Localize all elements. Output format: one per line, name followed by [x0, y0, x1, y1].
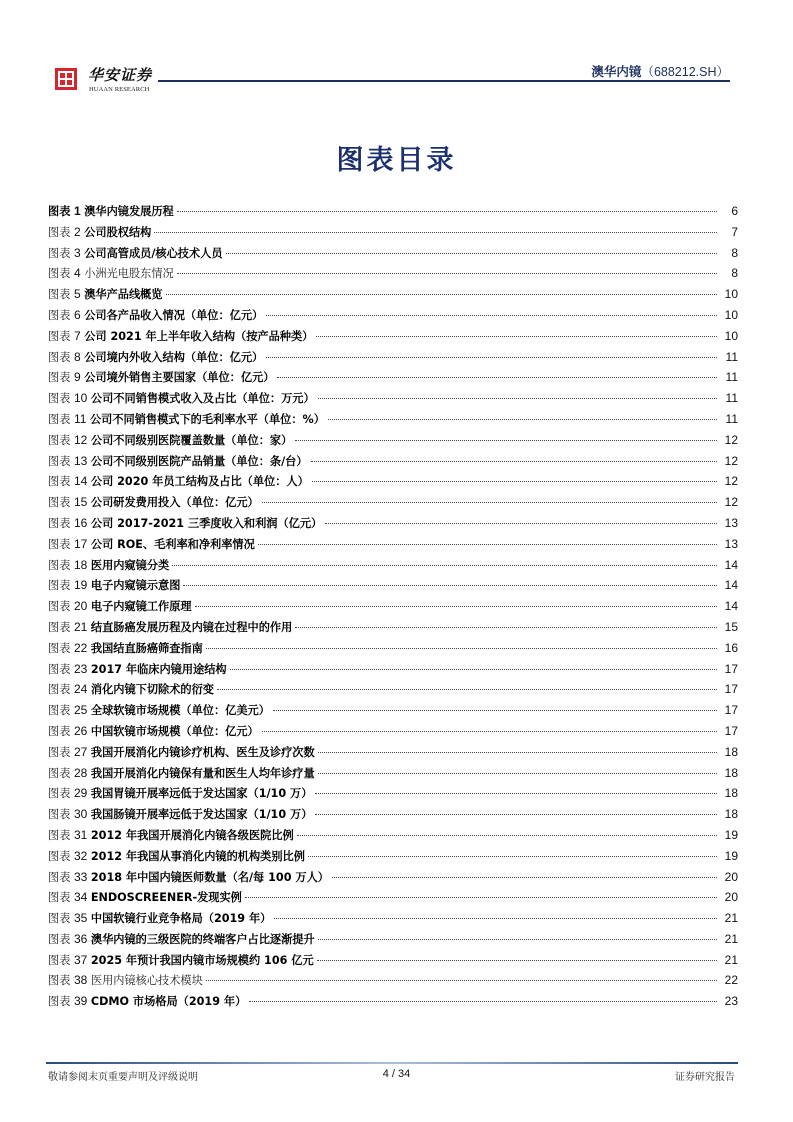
toc-leader-dots — [226, 253, 717, 254]
toc-entry[interactable] — [48, 617, 738, 638]
toc-page-number[interactable]: 13 — [724, 536, 738, 551]
toc-figure-title: 公司研发费用投入（单位：亿元） — [90, 496, 259, 510]
toc-figure-title: 澳华产品线概览 — [84, 288, 163, 302]
toc-figure-number: 27 — [73, 744, 88, 759]
toc-figure-number: 12 — [73, 432, 88, 447]
toc-leader-dots — [273, 710, 717, 711]
toc-page-number[interactable]: 21 — [724, 952, 738, 967]
toc-entry[interactable] — [48, 929, 738, 950]
toc-leader-dots — [318, 398, 717, 399]
toc-prefix: 图表 — [48, 288, 71, 302]
toc-page-number[interactable]: 14 — [724, 599, 738, 614]
toc-entry[interactable] — [48, 700, 738, 721]
toc-figure-title: 澳华内镜的三级医院的终端客户占比逐渐提升 — [90, 932, 315, 946]
toc-figure-number: 23 — [73, 661, 88, 676]
toc-page-number[interactable]: 10 — [724, 287, 738, 302]
company-name: 澳华内镜 — [591, 64, 642, 79]
toc-entry[interactable] — [48, 222, 738, 243]
toc-leader-dots — [183, 585, 717, 586]
toc-page-number[interactable]: 12 — [724, 432, 738, 447]
toc-page-number[interactable]: 13 — [724, 515, 738, 530]
toc-entry-label[interactable] — [48, 617, 292, 639]
toc-entry[interactable] — [48, 451, 738, 472]
figure-table-of-contents — [48, 201, 738, 1012]
toc-entry[interactable] — [48, 534, 738, 555]
toc-leader-dots — [166, 294, 717, 295]
toc-prefix: 图表 — [48, 662, 71, 676]
toc-figure-title: ENDOSCREENER-发现实例 — [90, 891, 242, 905]
toc-figure-title: 公司境内外收入结构（单位：亿元） — [84, 350, 264, 364]
toc-prefix: 图表 — [48, 849, 71, 863]
toc-figure-title: 公司不同级别医院覆盖数量（单位：家） — [90, 433, 293, 447]
toc-leader-dots — [277, 377, 717, 378]
toc-page-number[interactable]: 16 — [724, 640, 738, 655]
header-divider — [158, 80, 730, 82]
toc-entry-label[interactable] — [48, 908, 271, 930]
toc-prefix: 图表 — [48, 516, 71, 530]
toc-leader-dots — [258, 544, 717, 545]
toc-figure-number: 39 — [73, 994, 88, 1009]
toc-leader-dots — [206, 980, 717, 981]
toc-prefix: 图表 — [48, 350, 71, 364]
toc-figure-title: 2018 年中国内镜医师数量（名/每 100 万人） — [90, 870, 329, 884]
toc-page-number[interactable]: 18 — [724, 744, 738, 759]
toc-figure-number: 1 — [73, 204, 81, 218]
toc-prefix: 图表 — [48, 579, 71, 593]
stock-code: （688212.SH） — [641, 65, 729, 79]
toc-page-number[interactable]: 18 — [724, 807, 738, 822]
toc-figure-number: 2 — [73, 224, 81, 239]
toc-leader-dots — [266, 357, 717, 358]
toc-leader-dots — [315, 793, 717, 794]
toc-page-number[interactable]: 18 — [724, 765, 738, 780]
toc-prefix: 图表 — [48, 766, 71, 780]
toc-entry[interactable] — [48, 887, 738, 908]
toc-figure-number: 17 — [73, 536, 88, 551]
toc-prefix: 图表 — [48, 641, 71, 655]
toc-page-number[interactable]: 21 — [724, 931, 738, 946]
toc-entry-label[interactable] — [48, 804, 312, 826]
toc-prefix: 图表 — [48, 392, 71, 406]
toc-entry[interactable] — [48, 263, 738, 284]
toc-prefix: 图表 — [48, 204, 71, 218]
toc-figure-number: 29 — [73, 786, 88, 801]
toc-leader-dots — [328, 419, 717, 420]
toc-entry-label[interactable] — [48, 638, 203, 660]
toc-entry[interactable] — [48, 742, 738, 763]
toc-entry-label[interactable] — [48, 887, 242, 909]
toc-figure-number: 8 — [73, 349, 81, 364]
toc-entry-label[interactable] — [48, 222, 151, 244]
toc-figure-title: 中国软镜行业竞争格局（2019 年） — [90, 912, 272, 926]
toc-page-number[interactable]: 6 — [731, 204, 738, 218]
toc-figure-number: 18 — [73, 557, 88, 572]
toc-entry-label[interactable] — [48, 679, 214, 701]
toc-leader-dots — [249, 1001, 717, 1002]
toc-page-number[interactable]: 7 — [731, 224, 738, 239]
toc-prefix: 图表 — [48, 371, 71, 385]
toc-leader-dots — [311, 461, 717, 462]
toc-figure-number: 36 — [73, 931, 88, 946]
toc-leader-dots — [154, 232, 717, 233]
toc-prefix: 图表 — [48, 267, 71, 281]
toc-figure-number: 33 — [73, 869, 88, 884]
toc-entry[interactable] — [48, 721, 738, 742]
toc-figure-title: 我国肠镜开展率远低于发达国家（1/10 万） — [90, 808, 313, 822]
toc-page-number[interactable]: 12 — [724, 474, 738, 489]
toc-figure-title: 公司 ROE、毛利率和净利率情况 — [90, 537, 255, 551]
toc-entry[interactable] — [48, 825, 738, 846]
toc-page-number[interactable]: 8 — [731, 245, 738, 260]
toc-page-number[interactable]: 17 — [724, 682, 738, 697]
toc-figure-number: 11 — [73, 411, 87, 426]
toc-entry-label[interactable] — [48, 243, 223, 265]
toc-page-number[interactable]: 11 — [725, 349, 738, 364]
toc-entry[interactable] — [48, 950, 738, 971]
toc-figure-number: 24 — [73, 682, 88, 697]
toc-entry[interactable] — [48, 326, 738, 347]
toc-entry-label[interactable] — [48, 596, 192, 618]
toc-leader-dots — [318, 939, 717, 940]
toc-figure-number: 4 — [73, 266, 81, 281]
toc-entry[interactable] — [48, 908, 738, 929]
toc-entry[interactable] — [48, 471, 738, 492]
toc-prefix: 图表 — [48, 995, 71, 1009]
toc-prefix: 图表 — [48, 329, 71, 343]
toc-entry[interactable] — [48, 555, 738, 576]
toc-figure-number: 14 — [73, 474, 88, 489]
toc-prefix: 图表 — [48, 412, 71, 426]
toc-entry-label[interactable] — [48, 700, 270, 722]
toc-prefix: 图表 — [48, 870, 71, 884]
toc-entry-label[interactable] — [48, 721, 259, 743]
toc-entry[interactable] — [48, 513, 738, 534]
toc-prefix: 图表 — [48, 683, 71, 697]
toc-entry-label[interactable] — [48, 534, 255, 556]
toc-entry-label[interactable] — [48, 513, 322, 535]
toc-figure-title: 公司不同销售模式下的毛利率水平（单位：%） — [89, 412, 325, 426]
toc-figure-title: 2012 年我国开展消化内镜各级医院比例 — [90, 828, 294, 842]
toc-entry[interactable] — [48, 388, 738, 409]
toc-leader-dots — [274, 918, 717, 919]
toc-entry-label[interactable] — [48, 284, 163, 306]
toc-entry-label[interactable] — [48, 929, 315, 951]
page-header — [0, 0, 793, 100]
toc-figure-number: 32 — [73, 848, 88, 863]
toc-prefix: 图表 — [48, 828, 71, 842]
toc-entry-label[interactable] — [48, 201, 174, 223]
toc-prefix: 图表 — [48, 537, 71, 551]
toc-figure-number: 16 — [73, 515, 88, 530]
toc-entry[interactable] — [48, 430, 738, 451]
toc-entry-label[interactable] — [48, 388, 315, 410]
toc-entry-label[interactable] — [48, 825, 294, 847]
toc-figure-title: 我国开展消化内镜保有量和医生人均年诊疗量 — [90, 766, 315, 780]
toc-entry-label[interactable] — [48, 555, 169, 577]
toc-figure-number: 5 — [73, 287, 81, 302]
toc-figure-title: CDMO 市场格局（2019 年） — [90, 995, 247, 1009]
toc-page-number[interactable]: 11 — [725, 370, 738, 385]
toc-entry-label[interactable] — [48, 783, 312, 805]
toc-figure-title: 2012 年我国从事消化内镜的机构类别比例 — [90, 849, 305, 863]
toc-page-number[interactable]: 14 — [724, 557, 738, 572]
toc-figure-title: 公司 2021 年上半年收入结构（按产品种类） — [84, 329, 314, 343]
huaan-logo-icon — [55, 68, 77, 90]
toc-entry[interactable] — [48, 201, 738, 222]
toc-entry-label[interactable] — [48, 430, 292, 452]
page-title: 图表目录 — [336, 145, 457, 176]
toc-entry-label[interactable] — [48, 326, 313, 348]
toc-entry[interactable] — [48, 492, 738, 513]
logo-english-name: HUAAN RESEARCH — [89, 86, 150, 93]
toc-entry-label[interactable] — [48, 846, 305, 868]
toc-entry-label[interactable] — [48, 305, 263, 327]
toc-entry[interactable] — [48, 763, 738, 784]
toc-figure-number: 22 — [73, 640, 88, 655]
toc-entry[interactable] — [48, 367, 738, 388]
toc-figure-title: 我国开展消化内镜诊疗机构、医生及诊疗次数 — [90, 745, 315, 759]
toc-page-number[interactable]: 8 — [731, 266, 738, 281]
toc-figure-title: 结直肠癌发展历程及内镜在过程中的作用 — [90, 620, 293, 634]
toc-leader-dots — [295, 627, 717, 628]
toc-leader-dots — [195, 606, 717, 607]
toc-figure-number: 25 — [73, 703, 88, 718]
toc-entry-label[interactable] — [48, 950, 314, 972]
toc-page-number[interactable]: 12 — [724, 495, 738, 510]
toc-prefix: 图表 — [48, 308, 71, 322]
toc-prefix: 图表 — [48, 600, 71, 614]
toc-leader-dots — [332, 877, 717, 878]
toc-figure-title: 公司 2020 年员工结构及占比（单位：人） — [90, 475, 309, 489]
toc-prefix: 图表 — [48, 246, 71, 260]
toc-entry-label[interactable] — [48, 367, 274, 389]
toc-entry-label[interactable] — [48, 471, 309, 493]
toc-entry[interactable] — [48, 679, 738, 700]
toc-figure-title: 医用内镜核心技术模块 — [90, 974, 203, 988]
toc-leader-dots — [177, 211, 717, 212]
toc-figure-title: 消化内镜下切除术的衍变 — [90, 683, 214, 697]
toc-leader-dots — [262, 731, 717, 732]
toc-figure-number: 19 — [73, 578, 88, 593]
toc-page-number[interactable]: 14 — [724, 578, 738, 593]
toc-entry[interactable] — [48, 783, 738, 804]
toc-figure-title: 公司不同级别医院产品销量（单位：条/台） — [90, 454, 308, 468]
toc-figure-number: 20 — [73, 599, 88, 614]
toc-entry[interactable] — [48, 305, 738, 326]
toc-entry[interactable] — [48, 347, 738, 368]
toc-page-number[interactable]: 17 — [724, 703, 738, 718]
toc-prefix: 图表 — [48, 891, 71, 905]
toc-entry[interactable] — [48, 970, 738, 991]
toc-prefix: 图表 — [48, 475, 71, 489]
toc-leader-dots — [206, 648, 717, 649]
toc-page-number[interactable]: 20 — [724, 890, 738, 905]
toc-figure-title: 小洲光电股东情况 — [84, 267, 174, 281]
toc-prefix: 图表 — [48, 932, 71, 946]
toc-entry-label[interactable] — [48, 991, 246, 1013]
toc-figure-number: 9 — [73, 370, 81, 385]
toc-prefix: 图表 — [48, 953, 71, 967]
toc-page-number[interactable]: 12 — [724, 453, 738, 468]
toc-page-number[interactable]: 22 — [724, 973, 738, 988]
toc-entry-label[interactable] — [48, 970, 203, 992]
toc-figure-title: 公司高管成员/核心技术人员 — [84, 246, 223, 260]
toc-leader-dots — [230, 669, 717, 670]
toc-leader-dots — [308, 856, 717, 857]
toc-figure-title: 公司境外销售主要国家（单位：亿元） — [84, 371, 275, 385]
toc-entry[interactable] — [48, 638, 738, 659]
toc-leader-dots — [177, 273, 717, 274]
footer-divider — [46, 1062, 738, 1064]
toc-figure-number: 31 — [73, 827, 88, 842]
toc-prefix: 图表 — [48, 745, 71, 759]
toc-figure-number: 34 — [73, 890, 88, 905]
toc-figure-title: 医用内窥镜分类 — [90, 558, 170, 572]
toc-leader-dots — [217, 689, 717, 690]
toc-entry-label[interactable] — [48, 742, 315, 764]
toc-figure-title: 公司各产品收入情况（单位：亿元） — [84, 308, 264, 322]
toc-entry[interactable] — [48, 991, 738, 1012]
toc-prefix: 图表 — [48, 808, 71, 822]
toc-figure-title: 电子内窥镜工作原理 — [90, 600, 192, 614]
toc-figure-title: 澳华内镜发展历程 — [84, 205, 174, 218]
toc-entry[interactable] — [48, 846, 738, 867]
toc-figure-title: 公司不同销售模式收入及占比（单位：万元） — [90, 392, 315, 406]
logo-chinese-name: 华安证券 — [88, 66, 153, 84]
toc-leader-dots — [262, 502, 717, 503]
toc-figure-number: 35 — [73, 911, 88, 926]
toc-entry-label[interactable] — [48, 492, 259, 514]
toc-prefix: 图表 — [48, 433, 71, 447]
toc-leader-dots — [318, 752, 717, 753]
toc-leader-dots — [266, 315, 717, 316]
toc-page-number[interactable]: 15 — [724, 619, 738, 634]
toc-prefix: 图表 — [48, 974, 71, 988]
toc-figure-title: 电子内窥镜示意图 — [90, 579, 181, 593]
toc-leader-dots — [317, 960, 717, 961]
footer-disclaimer: 敬请参阅末页重要声明及评级说明 — [48, 1072, 198, 1083]
toc-figure-number: 21 — [73, 619, 88, 634]
toc-entry-label[interactable] — [48, 347, 263, 369]
toc-entry[interactable] — [48, 575, 738, 596]
toc-figure-title: 2025 年预计我国内镜市场规模约 106 亿元 — [90, 953, 314, 967]
toc-page-number[interactable]: 20 — [724, 869, 738, 884]
toc-entry-label[interactable] — [48, 451, 308, 473]
toc-entry[interactable] — [48, 243, 738, 264]
toc-figure-number: 10 — [73, 391, 88, 406]
toc-prefix: 图表 — [48, 496, 71, 510]
toc-leader-dots — [325, 523, 717, 524]
toc-entry[interactable] — [48, 596, 738, 617]
toc-prefix: 图表 — [48, 558, 71, 572]
toc-leader-dots — [312, 481, 717, 482]
toc-figure-number: 37 — [73, 952, 88, 967]
toc-figure-number: 13 — [73, 453, 88, 468]
toc-entry[interactable] — [48, 867, 738, 888]
toc-entry[interactable] — [48, 659, 738, 680]
toc-entry[interactable] — [48, 409, 738, 430]
toc-prefix: 图表 — [48, 787, 71, 801]
toc-figure-number: 26 — [73, 723, 88, 738]
toc-page-number[interactable]: 11 — [725, 411, 738, 426]
toc-leader-dots — [318, 773, 717, 774]
toc-leader-dots — [297, 835, 717, 836]
toc-leader-dots — [245, 897, 717, 898]
toc-prefix: 图表 — [48, 724, 71, 738]
toc-entry-label[interactable] — [48, 575, 180, 597]
page-indicator: 4 / 34 — [382, 1068, 411, 1080]
toc-page-number[interactable]: 17 — [724, 723, 738, 738]
header-company — [591, 62, 729, 80]
toc-figure-title: 2017 年临床内镜用途结构 — [90, 662, 227, 676]
toc-page-number[interactable]: 18 — [724, 786, 738, 801]
toc-prefix: 图表 — [48, 704, 71, 718]
toc-entry[interactable] — [48, 284, 738, 305]
toc-prefix: 图表 — [48, 454, 71, 468]
toc-figure-number: 38 — [73, 973, 88, 988]
toc-prefix: 图表 — [48, 620, 71, 634]
toc-figure-title: 公司股权结构 — [84, 225, 152, 239]
toc-entry-label[interactable] — [48, 409, 325, 431]
toc-leader-dots — [315, 814, 717, 815]
toc-figure-title: 公司 2017-2021 三季度收入和利润（亿元） — [90, 516, 323, 530]
toc-figure-title: 我国结直肠癌筛查指南 — [90, 641, 203, 655]
toc-page-number[interactable]: 23 — [724, 994, 738, 1009]
toc-figure-number: 3 — [73, 245, 81, 260]
toc-page-number[interactable]: 10 — [724, 307, 738, 322]
toc-entry[interactable] — [48, 804, 738, 825]
toc-figure-title: 我国胃镜开展率远低于发达国家（1/10 万） — [90, 787, 313, 801]
toc-prefix: 图表 — [48, 912, 71, 926]
toc-leader-dots — [172, 565, 717, 566]
toc-leader-dots — [295, 440, 717, 441]
toc-figure-number: 28 — [73, 765, 88, 780]
toc-page-number[interactable]: 19 — [724, 827, 738, 842]
toc-page-number[interactable]: 17 — [724, 661, 738, 676]
toc-figure-title: 全球软镜市场规模（单位：亿美元） — [90, 704, 270, 718]
toc-figure-number: 6 — [73, 307, 81, 322]
toc-figure-number: 30 — [73, 807, 88, 822]
toc-figure-title: 中国软镜市场规模（单位：亿元） — [90, 724, 259, 738]
toc-entry-label[interactable] — [48, 659, 227, 681]
toc-page-number[interactable]: 10 — [724, 328, 738, 343]
toc-page-number[interactable]: 21 — [724, 911, 738, 926]
toc-entry-label[interactable] — [48, 867, 329, 889]
toc-page-number[interactable]: 11 — [725, 391, 738, 406]
toc-entry-label[interactable] — [48, 263, 174, 285]
toc-page-number[interactable]: 19 — [724, 848, 738, 863]
toc-entry-label[interactable] — [48, 763, 315, 785]
toc-figure-number: 15 — [73, 495, 88, 510]
toc-figure-number: 7 — [73, 328, 81, 343]
toc-prefix: 图表 — [48, 225, 71, 239]
toc-leader-dots — [316, 336, 717, 337]
footer-doc-type: 证券研究报告 — [675, 1072, 735, 1083]
